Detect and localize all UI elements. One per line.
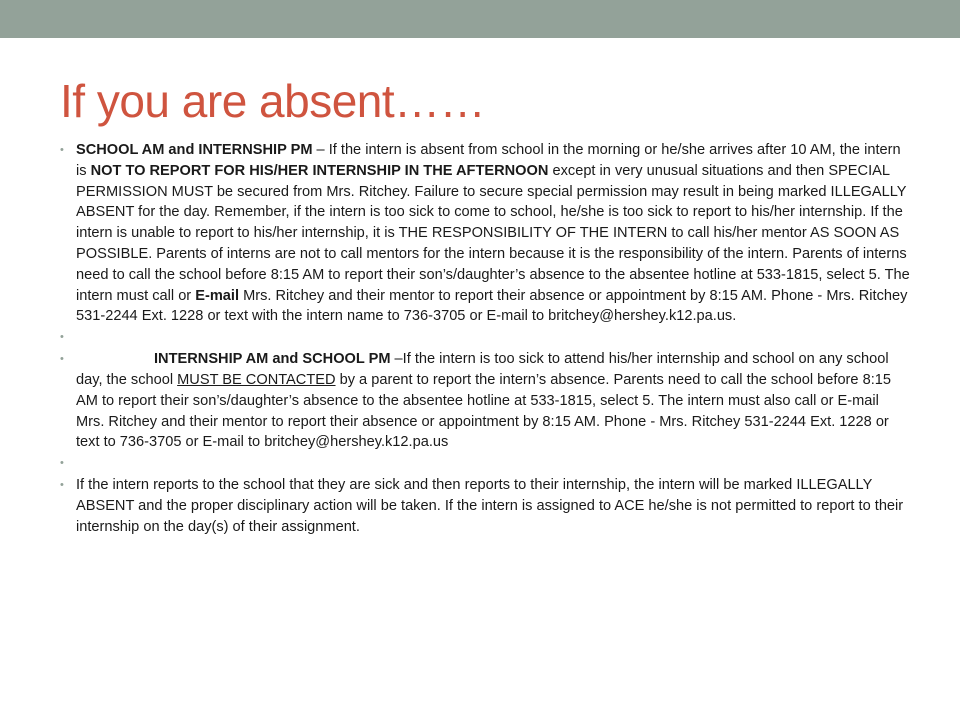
bullet-segment: – If the intern is absent from school in the morning or he/she arrives after 10 AM, the intern is — [76, 142, 901, 179]
bullet-segment: INTERNSHIP AM and SCHOOL PM — [154, 351, 391, 368]
top-accent-bar — [0, 0, 960, 38]
bullet-segment: If the intern reports to the school that they are sick and then reports to their internship, the intern will be marked ILLEGALLY ABSENT and the proper disciplinary action will be taken. If the intern is assigned to ACE he/she is not permitted to report to their internship on the day(s) of their assignment. — [76, 477, 904, 535]
empty-bullet — [60, 327, 910, 349]
slide-content — [60, 140, 910, 538]
bullet-segment: except in very unusual situations and then SPECIAL PERMISSION MUST be secured from Mrs. Ritchey. Failure to secure special permission may result in being marked ILLEGALLY ABSENT for the day. Remember, if the intern is too sick to come to school, he/she is too sick to report to his/her internship. If the intern is unable to report to his/her internship, it is THE RESPONSIBILITY OF THE INTERN to call his/her mentor AS SOON AS POSSIBLE. Parents of interns are not to call mentors for the intern because it is the responsibility of the intern. Parents of interns need to call the school before 8:15 AM to report their son’s/daughter’s absence to the absentee hotline at 533-1815, select 5. The intern must call or — [76, 162, 910, 304]
bullet-segment: NOT TO REPORT FOR HIS/HER INTERNSHIP IN THE AFTERNOON — [90, 162, 549, 179]
bullet-school-am-internship-pm — [60, 140, 910, 327]
bullet-segment: MUST BE CONTACTED — [177, 371, 336, 388]
bullet-illegal-absence — [60, 475, 910, 537]
bullet-internship-am-school-pm — [60, 349, 910, 453]
bullet-segment: by a parent to report the intern’s absence. Parents need to call the school before 8:15 AM to report their son’s/daughter’s absence to the absentee hotline at 533-1815, select 5. The intern must also call or E-mail Mrs. Ritchey and their mentor to report their absence or appointment by 8:15 AM. Phone - Mrs. Ritchey 531-2244 Ext. 1228 or text to 736-3705 or E-mail to britchey@hershey.k12.pa.us — [76, 371, 891, 451]
slide-title: If you are absent…… — [60, 75, 486, 127]
bullet-segment: –If the intern is too sick to attend his/her internship and school on any school day, the school — [76, 351, 889, 388]
empty-bullet — [60, 453, 910, 475]
bullet-segment: E-mail — [195, 287, 240, 304]
bullet-segment: SCHOOL AM and INTERNSHIP PM — [76, 142, 313, 158]
bullet-segment: Mrs. Ritchey and their mentor to report their absence or appointment by 8:15 AM. Phone - Mrs. Ritchey 531-2244 Ext. 1228 or text with the intern name to 736-3705 or E-mail to britchey@hershey.k12.pa.us. — [76, 287, 908, 325]
